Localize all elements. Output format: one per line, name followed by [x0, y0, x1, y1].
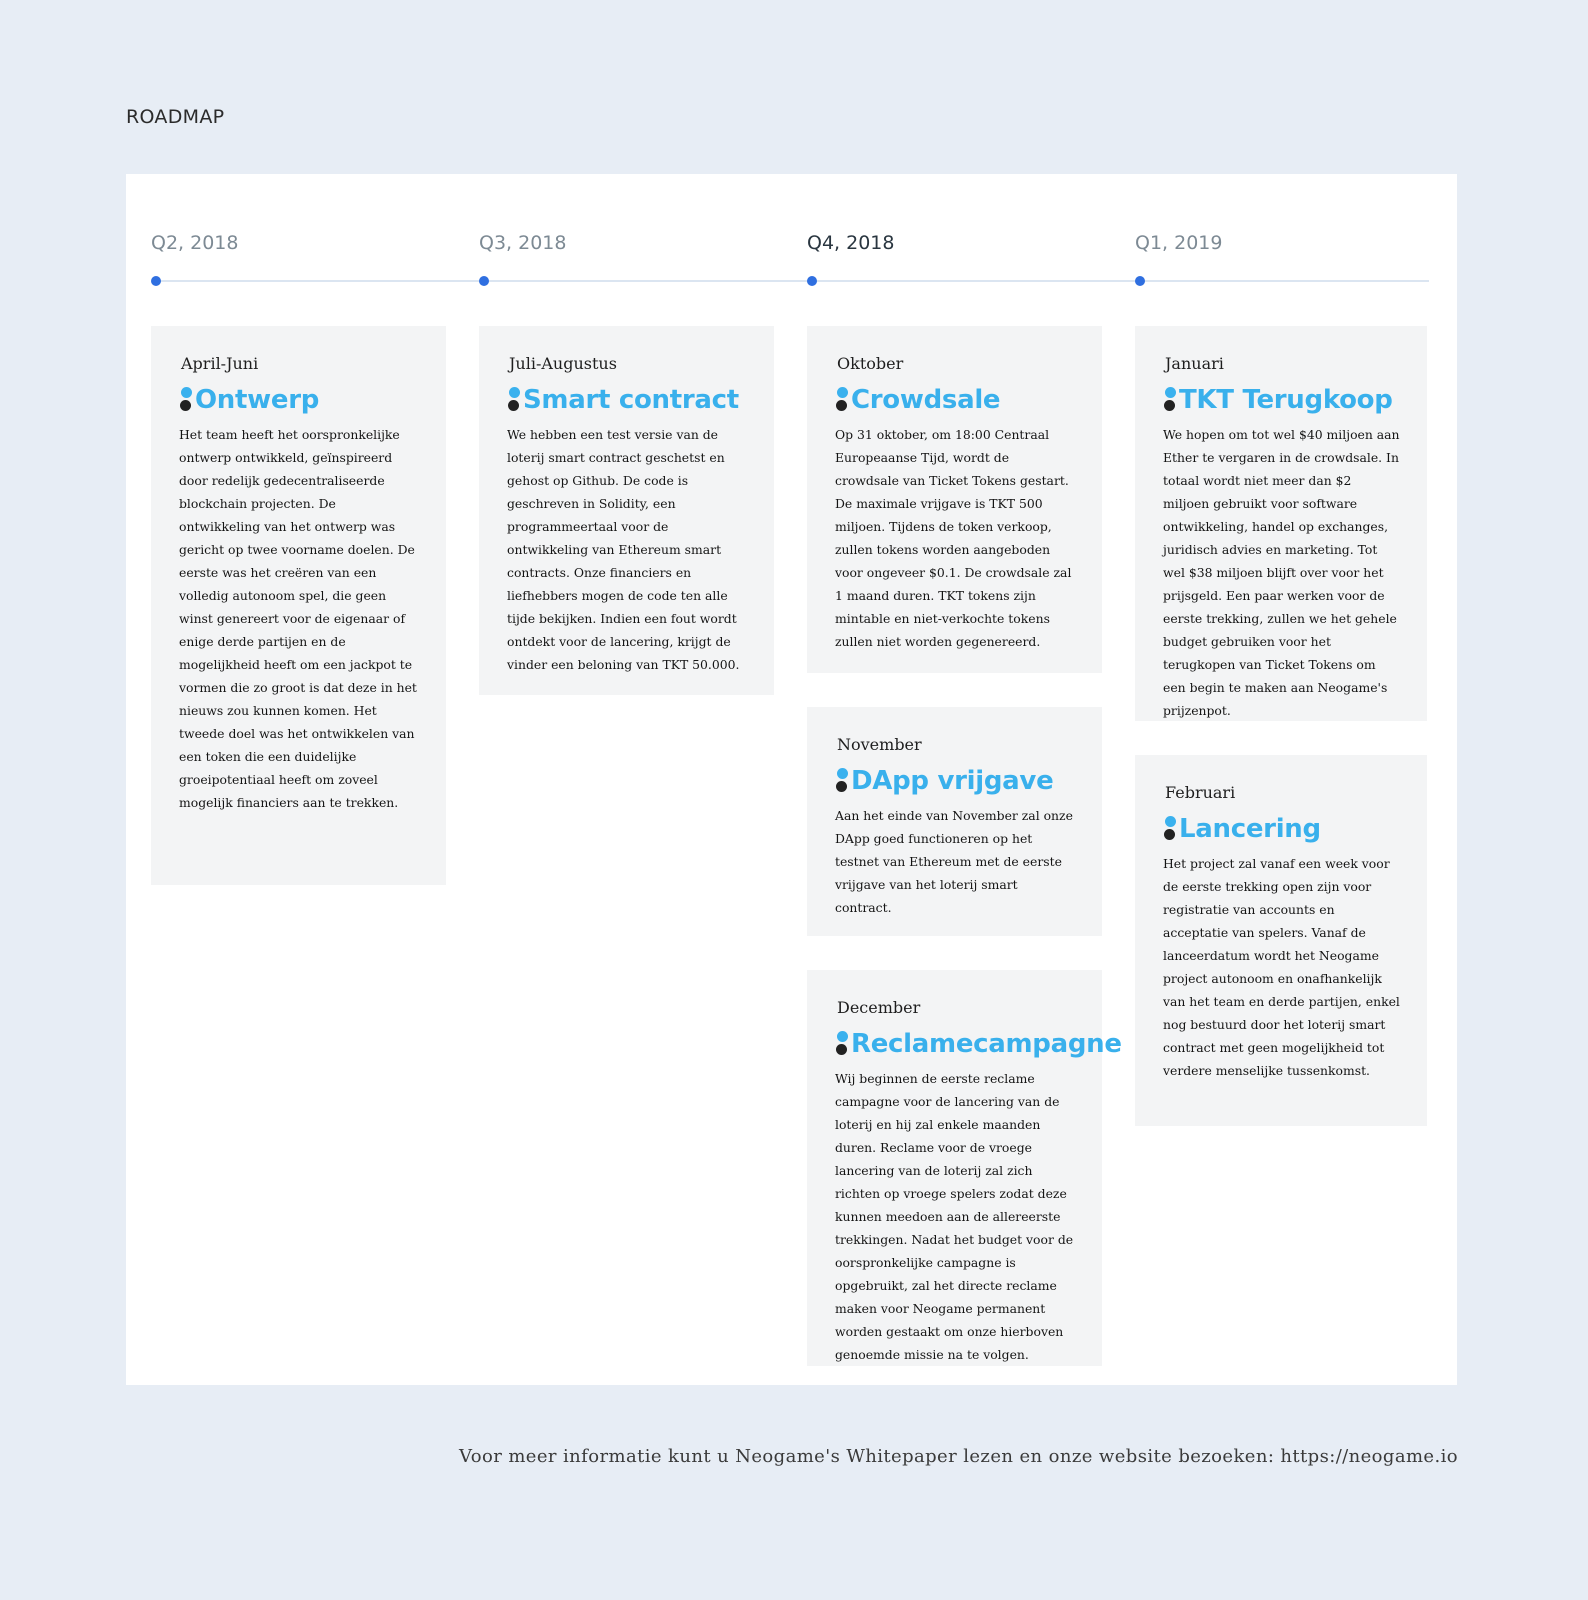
quarter-q3-2018 [479, 232, 566, 254]
card-period: November [837, 735, 922, 754]
card-title: TKT Terugkoop [1179, 385, 1393, 415]
card-dapp-vrijgave [807, 707, 1102, 936]
quarter-q1-2019 [1135, 232, 1222, 254]
card-title-row [835, 766, 1076, 796]
two-dot-bullet-icon [835, 1031, 849, 1057]
card-title-row [1163, 814, 1401, 844]
card-body: Aan het einde van November zal onze DApp goed functioneren op het testnet van Ethereum met de eerste vrijgave van het loterij smart contract. [835, 808, 1073, 915]
card-body: We hopen om tot wel $40 miljoen aan Ether te vergaren in de crowdsale. In totaal wordt niet meer dan $2 miljoen gebruikt voor software ontwikkeling, handel op exchanges, juridisch advies en marketing. Tot wel $38 miljoen blijft over voor het prijsgeld. Een paar werken voor de eerste trekking, zullen we het gehele budget gebruiken voor het terugkopen van Ticket Tokens om een begin te maken aan Neogame's prijzenpot. [1163, 427, 1400, 718]
card-title-row [1163, 385, 1401, 415]
two-dot-bullet-icon [507, 387, 521, 413]
card-period: Oktober [837, 354, 904, 373]
card-title-row [835, 1029, 1122, 1059]
card-title-row [507, 385, 748, 415]
card-body: Het project zal vanaf een week voor de eerste trekking open zijn voor registratie van accounts en acceptatie van spelers. Vanaf de lanceerdatum wordt het Neogame project autonoom en onafhankelijk van het team en derde partijen, enkel nog bestuurd door het loterij smart contract met geen mogelijkheid tot verdere menselijke tussenkomst. [1163, 856, 1400, 1078]
two-dot-bullet-icon [1163, 387, 1177, 413]
card-lancering [1135, 755, 1427, 1126]
timeline-dot [807, 276, 817, 286]
quarter-label: Q2, 2018 [151, 232, 239, 254]
card-period: Juli-Augustus [509, 354, 617, 373]
two-dot-bullet-icon [179, 387, 193, 413]
footer-note: Voor meer informatie kunt u Neogame's Whitepaper lezen en onze website bezoeken: https://neogame.io [458, 1446, 1458, 1467]
card-title: Crowdsale [851, 385, 1001, 415]
card-title: Reclamecampagne [851, 1029, 1122, 1059]
card-ontwerp [151, 326, 446, 885]
page-title: ROADMAP [126, 106, 225, 128]
card-crowdsale [807, 326, 1102, 673]
card-period: Januari [1165, 354, 1224, 373]
roadmap-panel [126, 174, 1457, 1385]
quarter-label: Q1, 2019 [1135, 232, 1223, 254]
two-dot-bullet-icon [835, 768, 849, 794]
card-reclamecampagne [807, 970, 1122, 1366]
card-title: Ontwerp [195, 385, 320, 415]
card-period: December [837, 998, 921, 1017]
timeline-dot [1135, 276, 1145, 286]
two-dot-bullet-icon [1163, 816, 1177, 842]
timeline-dot [151, 276, 161, 286]
card-title-row [835, 385, 1076, 415]
card-body: Het team heeft het oorspronkelijke ontwerp ontwikkeld, geïnspireerd door redelijk gedecentraliseerde blockchain projecten. De ontwikkeling van het ontwerp was gericht op twee voorname doelen. De eerste was het creëren van een volledig autonoom spel, die geen winst genereert voor de eigenaar of enige derde partijen en de mogelijkheid heeft om een jackpot te vormen die zo groot is dat deze in het nieuws zou kunnen komen. Het tweede doel was het ontwikkelen van een token die een duidelijke groeipotentiaal heeft om zoveel mogelijk financiers aan te trekken. [179, 427, 417, 810]
quarter-label: Q3, 2018 [479, 232, 567, 254]
card-body: We hebben een test versie van de loterij smart contract geschetst en gehost op Github. De code is geschreven in Solidity, een programmeertaal voor de ontwikkeling van Ethereum smart contracts. Onze financiers en liefhebbers mogen de code ten alle tijde bekijken. Indien een fout wordt ontdekt voor de lancering, krijgt de vinder een beloning van TKT 50.000. [507, 427, 740, 672]
card-smart-contract [479, 326, 774, 695]
two-dot-bullet-icon [835, 387, 849, 413]
card-title: Lancering [1179, 814, 1321, 844]
card-body: Op 31 oktober, om 18:00 Centraal Europeaanse Tijd, wordt de crowdsale van Ticket Tokens gestart. De maximale vrijgave is TKT 500 miljoen. Tijdens de token verkoop, zullen tokens worden aangeboden voor ongeveer $0.1. De crowdsale zal 1 maand duren. TKT tokens zijn mintable en niet-verkochte tokens zullen niet worden gegenereerd. [835, 427, 1072, 649]
quarter-q4-2018 [807, 232, 894, 254]
timeline-line [156, 280, 1429, 282]
quarter-label: Q4, 2018 [807, 232, 895, 254]
card-body: Wij beginnen de eerste reclame campagne voor de lancering van de loterij en hij zal enkele maanden duren. Reclame voor de vroege lancering van de loterij zal zich richten op vroege spelers zodat deze kunnen meedoen aan de allereerste trekkingen. Nadat het budget voor de oorspronkelijke campagne is opgebruikt, zal het directe reclame maken voor Neogame permanent worden gestaakt om onze hierboven genoemde missie na te volgen. [835, 1071, 1074, 1362]
card-period: April-Juni [181, 354, 259, 373]
card-period: Februari [1165, 783, 1236, 802]
timeline-dot [479, 276, 489, 286]
card-title: DApp vrijgave [851, 766, 1054, 796]
card-title-row [179, 385, 420, 415]
card-tkt-terugkoop [1135, 326, 1427, 721]
quarter-q2-2018 [151, 232, 238, 254]
card-title: Smart contract [523, 385, 739, 415]
